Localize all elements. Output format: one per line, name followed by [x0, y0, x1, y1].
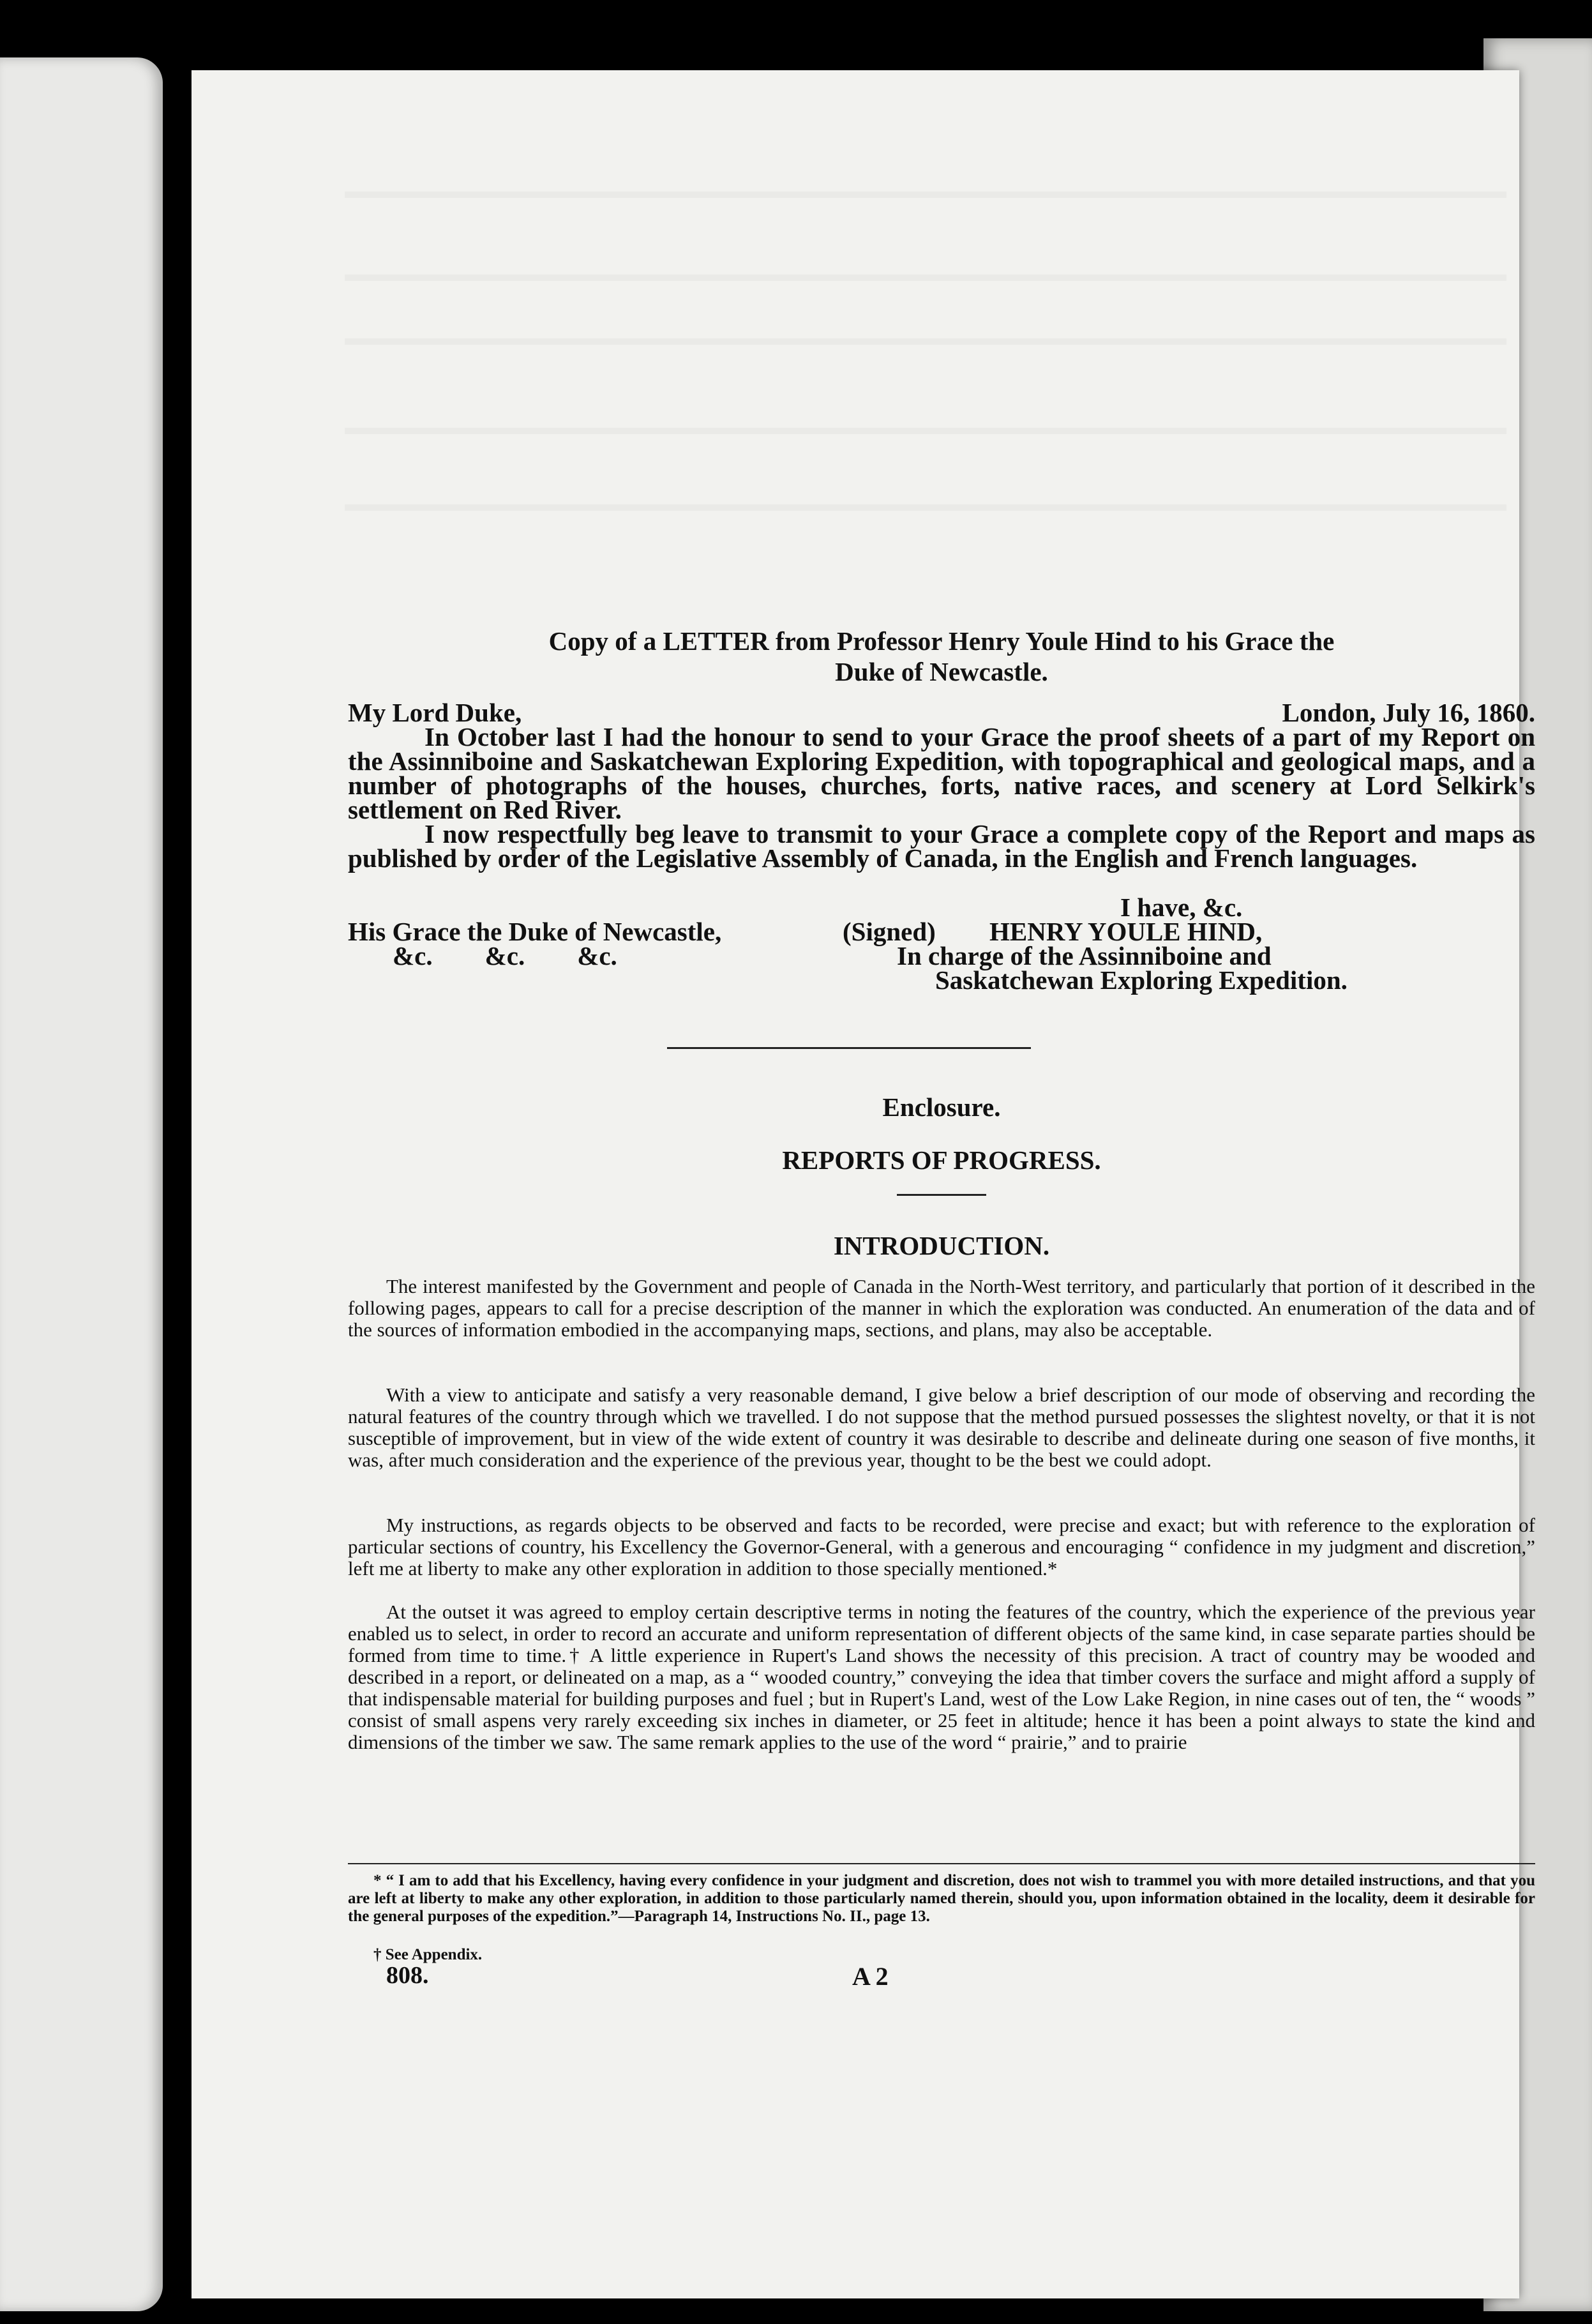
- enclosure-heading: REPORTS OF PROGRESS.: [782, 1145, 1101, 1175]
- salutation: My Lord Duke,: [348, 698, 522, 727]
- bleed-through: [345, 275, 1506, 281]
- introduction-paragraph-2: With a view to anticipate and satisfy a very reasonable demand, I give below a brief description of our mode of observing and recording the natural features of the country through which we travelled. I do not suppose that the method pursued possesses the slightest novelty, or that it is not susceptible of improvement, but in view of the wide extent of country it was desirable to describe and delineate during one season of five months, it was, after much consideration and the experience of the previous year, thought to be the best we could adopt.: [348, 1384, 1535, 1471]
- enclosure-label: Enclosure.: [882, 1092, 1001, 1122]
- letter-paragraph-2: I now respectfully beg leave to transmit to your Grace a complete copy of the Report and maps as published by order of the Legislative Assembly of Canada, in the English and French languages.: [348, 819, 1535, 873]
- closing: I have, &c.: [1120, 893, 1243, 922]
- introduction-paragraph-3: My instructions, as regards objects to be observed and facts to be recorded, were precise and exact; but with reference to the exploration of particular sections of country, his Excellency the Governor-General, with a generous and encouraging “ confidence in my judgment and discretion,” left me at liberty to make any other exploration in addition to those specially mentioned.*: [348, 1514, 1535, 1580]
- bleed-through: [345, 192, 1506, 198]
- document-page: [191, 70, 1535, 2298]
- dateline: London, July 16, 1860.: [1282, 698, 1535, 727]
- introduction-paragraph-1: The interest manifested by the Government and people of Canada in the North-West territory, and particularly that portion of it described in the following pages, appears to call for a precise description of the manner in which the exploration was conducted. An enumeration of the data and of the sources of information embodied in the accompanying maps, sections, and plans, may also be acceptable.: [348, 1275, 1535, 1341]
- introduction-paragraph-4: At the outset it was agreed to employ certain descriptive terms in noting the features of the country, which the experience of the previous year enabled us to select, in order to record an accurate and uniform representation of different objects of the same kind, in case separate parties should be formed from time to time.† A little experience in Rupert's Land shows the necessity of this precision. A tract of country may be wooded and described in a report, or delineated on a map, as a “ wooded country,” conveying the idea that timber covers the surface and might afford a supply of that indispensable material for building purposes and fuel ; but in Rupert's Land, west of the Low Lake Region, in nine cases out of ten, the “ woods ” consist of small aspens very rarely exceeding six inches in diameter, or 25 feet in altitude; hence it has been a point always to state the kind and dimensions of the timber we saw. The same remark applies to the use of the word “ prairie,” and to prairie: [348, 1601, 1535, 1753]
- signer-name: HENRY YOULE HIND,: [989, 917, 1263, 946]
- letter-title-line2: Duke of Newcastle.: [835, 657, 1048, 686]
- letter-title-line1: Copy of a LETTER from Professor Henry Youle Hind to his Grace the: [548, 626, 1335, 656]
- section-divider: [667, 1047, 1031, 1049]
- bleed-through: [345, 504, 1506, 511]
- letter-paragraph-1: In October last I had the honour to send to your Grace the proof sheets of a part of my Report on the Assinniboine and Saskatchewan Exploring Expedition, with topographical and geological maps, and a number of photographs of the houses, churches, forts, native races, and scenery at Lord Selkirk's settlement on Red River.: [348, 722, 1535, 824]
- signer-role-line2: Saskatchewan Exploring Expedition.: [935, 965, 1348, 995]
- addressee-etc: &c. &c. &c.: [393, 941, 617, 970]
- document-number: 808.: [386, 1962, 429, 1989]
- bleed-through: [345, 428, 1506, 434]
- facing-page-edge: [0, 57, 163, 2311]
- footnote-1: * “ I am to add that his Excellency, having every confidence in your judgment and discretion, does not wish to trammel you with more detailed instructions, and that you are left at liberty to make any other exploration, in addition to those particularly named therein, should you, upon information obtained in the locality, deem it desirable for the general purposes of the expedition.”—Paragraph 14, Instructions No. II., page 13.: [348, 1872, 1535, 1925]
- introduction-heading: INTRODUCTION.: [833, 1231, 1050, 1260]
- addressee: His Grace the Duke of Newcastle,: [348, 917, 722, 946]
- bleed-through: [345, 338, 1506, 345]
- footnote-2: † See Appendix.: [373, 1946, 483, 1963]
- signature-mark: A 2: [852, 1962, 889, 1991]
- letter-title: [348, 626, 1535, 687]
- heading-rule: [897, 1194, 986, 1196]
- signer-role-line1: In charge of the Assinniboine and: [897, 941, 1272, 970]
- footnote-rule: [348, 1863, 1535, 1864]
- signed-label: (Signed): [843, 917, 936, 946]
